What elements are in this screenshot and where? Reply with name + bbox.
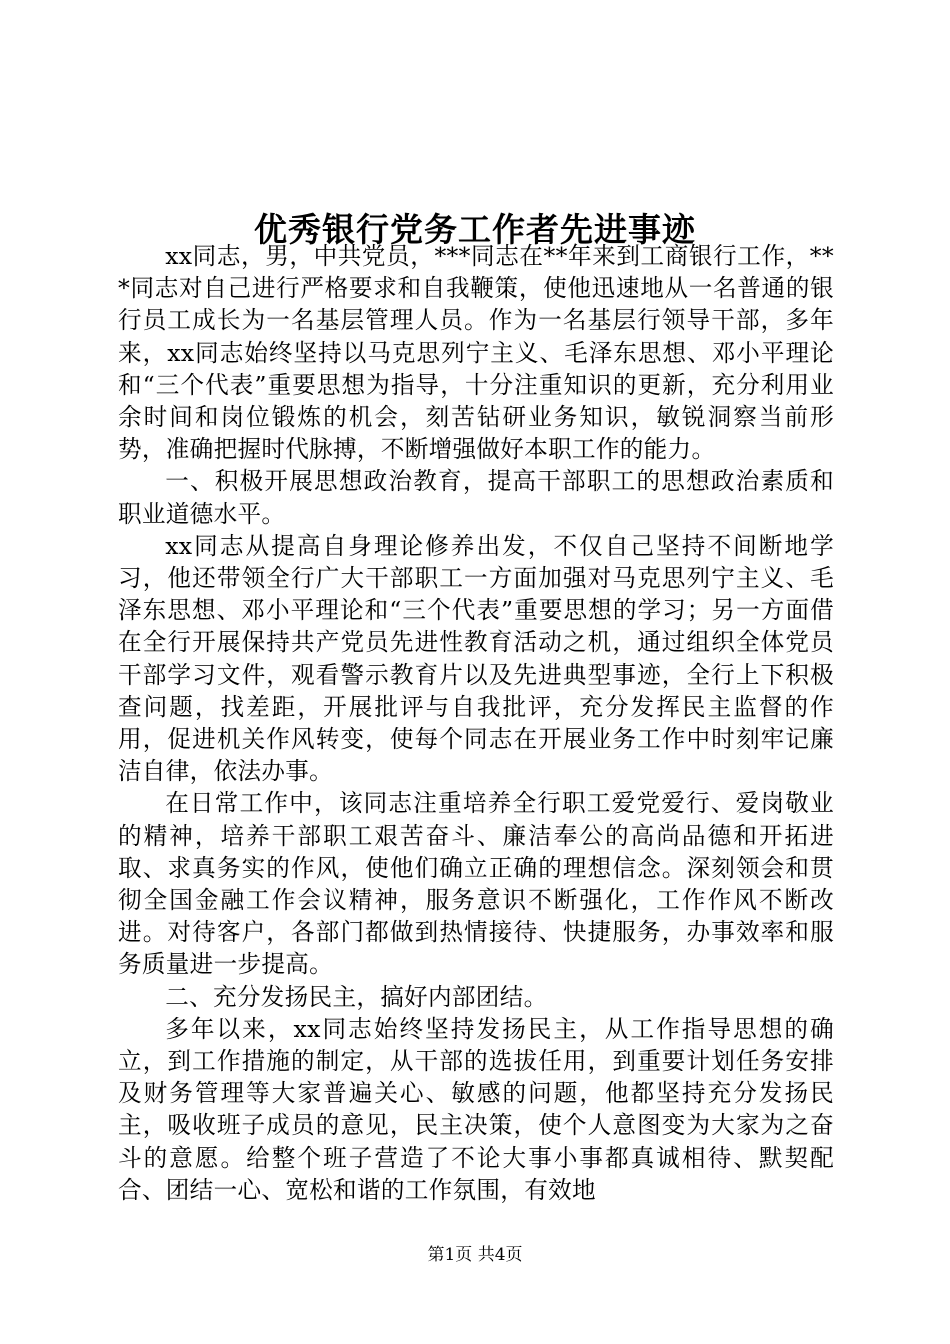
paragraph-study: xx同志从提高自身理论修养出发，不仅自己坚持不间断地学习，他还带领全行广大干部职工一方面加强对马克思列宁主义、毛泽东思想、邓小平理论和“三个代表”重要思想的学习；另一方面借在全行开展保持共产党员先进性教育活动之机，通过组织全体党员干部学习文件，观看警示教育片以及先进典型事迹，全行上下积极查问题，找差距，开展批评与自我批评，充分发挥民主监督的作用，促进机关作风转变，使每个同志在开展业务工作中时刻牢记廉洁自律，依法办事。 xyxy=(118,531,834,786)
paragraph-intro: xx同志，男，中共党员，***同志在**年来到工商银行工作，***同志对自己进行严格要求和自我鞭策，使他迅速地从一名普通的银行员工成长为一名基层管理人员。作为一名基层行领导干部，多年来，xx同志始终坚持以马克思列宁主义、毛泽东思想、邓小平理论和“三个代表”重要思想为指导，十分注重知识的更新，充分利用业余时间和岗位锻炼的机会，刻苦钻研业务知识，敏锐洞察当前形势，准确把握时代脉搏，不断增强做好本职工作的能力。 xyxy=(118,242,834,464)
section-heading-2: 二、充分发扬民主，搞好内部团结。 xyxy=(165,982,548,1011)
document-body xyxy=(118,240,834,1206)
paragraph-democracy: 多年以来，xx同志始终坚持发扬民主，从工作指导思想的确立，到工作措施的制定，从干部的选拔任用，到重要计划任务安排及财务管理等大家普遍关心、敏感的问题，他都坚持充分发扬民主，吸收班子成员的意见，民主决策，使个人意图变为大家为之奋斗的意愿。给整个班子营造了不论大事小事都真诚相待、默契配合、团结一心、宽松和谐的工作氛围，有效地 xyxy=(118,1014,834,1204)
document-title: 优秀银行党务工作者先进事迹 xyxy=(254,210,696,250)
paragraph-daily-work: 在日常工作中，该同志注重培养全行职工爱党爱行、爱岗敬业的精神，培养干部职工艰苦奋斗、廉洁奉公的高尚品德和开拓进取、求真务实的作风，使他们确立正确的理想信念。深刻领会和贯彻全国金融工作会议精神，服务意识不断强化，工作作风不断改进。对待客户，各部门都做到热情接待、快捷服务，办事效率和服务质量进一步提高。 xyxy=(118,789,834,979)
section-heading-1: 一、积极开展思想政治教育，提高干部职工的思想政治素质和职业道德水平。 xyxy=(118,467,834,528)
page-number-footer: 第1页 共4页 xyxy=(427,1245,523,1265)
